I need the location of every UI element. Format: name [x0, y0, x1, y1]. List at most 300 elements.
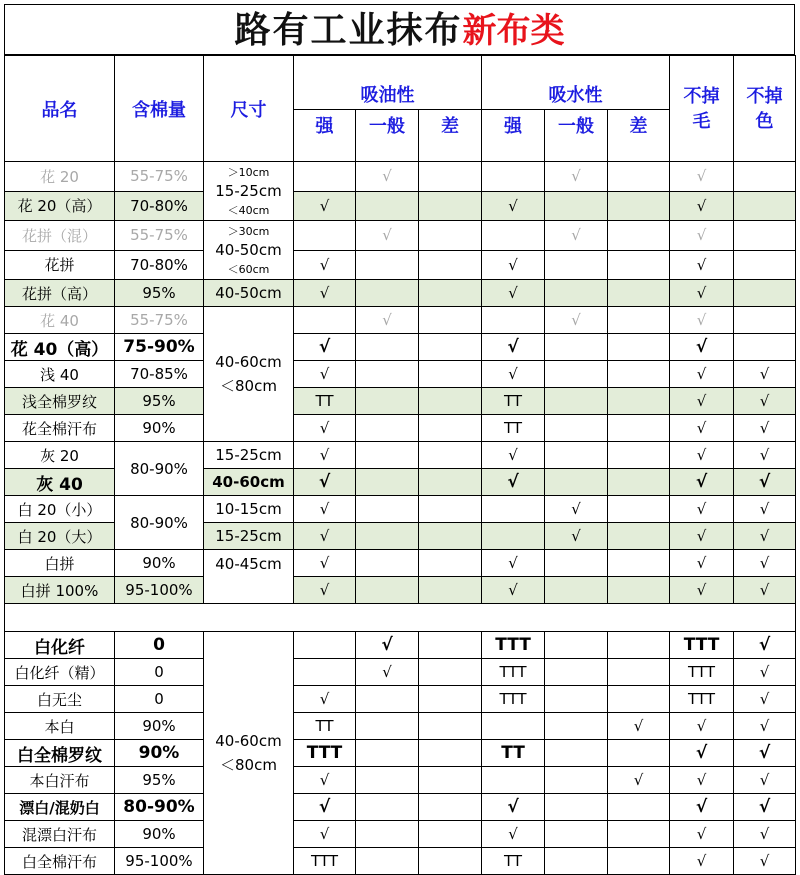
cell-water-strong: √: [482, 334, 545, 361]
cell-water-medium: [545, 659, 608, 686]
cell-lint: √: [670, 280, 734, 307]
header-lint: [670, 56, 734, 162]
header-name: 品名: [5, 56, 115, 162]
cell-color: √: [734, 361, 796, 388]
cell-color: √: [734, 632, 796, 659]
cell-lint: √: [670, 162, 734, 192]
cell-oil-weak: [419, 632, 482, 659]
cell-oil-weak: [419, 221, 482, 251]
cell-lint: √: [670, 767, 734, 794]
cell-lint: √: [670, 388, 734, 415]
cell-lint: √: [670, 221, 734, 251]
cell-name: 花拼（高）: [5, 280, 115, 307]
cell-oil-medium: √: [356, 221, 419, 251]
cell-water-medium: [545, 821, 608, 848]
cell-oil-medium: [356, 191, 419, 221]
cell-water-strong: √: [482, 361, 545, 388]
cell-lint: √: [670, 740, 734, 767]
cell-cotton: 0: [115, 686, 204, 713]
cell-color: √: [734, 767, 796, 794]
header-water-weak: 差: [608, 110, 670, 162]
cell-name: 白全棉罗纹: [5, 740, 115, 767]
cell-oil-medium: [356, 250, 419, 280]
cell-lint: √: [670, 191, 734, 221]
size-line: ＞30cm: [227, 225, 270, 238]
sheet-title: [4, 4, 795, 55]
cell-water-medium: [545, 740, 608, 767]
cell-oil-weak: [419, 280, 482, 307]
header-color-line1: 不掉: [746, 85, 783, 107]
cell-lint: √: [670, 794, 734, 821]
cell-size: 40-60cm: [204, 469, 294, 496]
cell-oil-weak: [419, 250, 482, 280]
cell-water-weak: [608, 388, 670, 415]
cell-name: 白无尘: [5, 686, 115, 713]
cell-water-medium: [545, 334, 608, 361]
table-row: [5, 334, 796, 361]
cell-oil-weak: [419, 577, 482, 604]
header-cotton: 含棉量: [115, 56, 204, 162]
cell-name: 花 40（高）: [5, 334, 115, 361]
cell-water-medium: √: [545, 162, 608, 192]
cell-oil-strong: √: [294, 469, 356, 496]
cell-name: 花 40: [5, 307, 115, 334]
cell-name: 花全棉汗布: [5, 415, 115, 442]
spec-table: [4, 55, 796, 875]
cell-oil-weak: [419, 821, 482, 848]
cell-color: √: [734, 686, 796, 713]
cell-name: [5, 794, 115, 821]
cell-oil-strong: √: [294, 523, 356, 550]
table-row: [5, 250, 796, 280]
cell-size: [204, 221, 294, 280]
cell-oil-medium: [356, 280, 419, 307]
cell-oil-weak: [419, 659, 482, 686]
cell-oil-weak: [419, 191, 482, 221]
cell-name: 灰 40: [5, 469, 115, 496]
size-line: 40-60cm: [215, 353, 282, 371]
table-row: [5, 740, 796, 767]
cell-water-medium: [545, 550, 608, 577]
cell-water-weak: [608, 162, 670, 192]
cell-cotton: 75-90%: [115, 334, 204, 361]
table-row: [5, 496, 796, 523]
cell-cotton: 55-75%: [115, 162, 204, 192]
cell-water-medium: [545, 361, 608, 388]
header-size: 尺寸: [204, 56, 294, 162]
cell-oil-weak: [419, 334, 482, 361]
cell-name: 混漂白汗布: [5, 821, 115, 848]
cell-name: 花拼: [5, 250, 115, 280]
header-oil-strong: 强: [294, 110, 356, 162]
cell-lint: √: [670, 334, 734, 361]
cell-oil-weak: [419, 686, 482, 713]
cell-water-weak: [608, 334, 670, 361]
cell-oil-medium: √: [356, 307, 419, 334]
header-lint-line2: 毛: [692, 110, 711, 132]
header-water-medium: 一般: [545, 110, 608, 162]
cell-water-strong: [482, 162, 545, 192]
header-water-strong: 强: [482, 110, 545, 162]
cell-water-weak: [608, 280, 670, 307]
cell-lint: √: [670, 469, 734, 496]
cell-name: 花 20（高）: [5, 191, 115, 221]
cell-size: [204, 307, 294, 442]
cell-color: [734, 334, 796, 361]
cell-water-medium: [545, 250, 608, 280]
header-color: [734, 56, 796, 162]
cell-color: √: [734, 821, 796, 848]
table-row: [5, 632, 796, 659]
table-row: [5, 848, 796, 875]
cell-oil-strong: √: [294, 496, 356, 523]
cell-lint: √: [670, 442, 734, 469]
spacer-row: [5, 604, 796, 632]
cell-name: 白化纤（精）: [5, 659, 115, 686]
header-oil-weak: 差: [419, 110, 482, 162]
cell-lint: √: [670, 361, 734, 388]
cell-cotton: 70-80%: [115, 191, 204, 221]
cell-oil-medium: [356, 361, 419, 388]
cell-oil-strong: √: [294, 334, 356, 361]
cell-oil-weak: [419, 848, 482, 875]
cell-water-strong: √: [482, 191, 545, 221]
cell-color: [734, 162, 796, 192]
table-row: [5, 577, 796, 604]
cell-oil-medium: [356, 496, 419, 523]
cell-oil-strong: √: [294, 686, 356, 713]
cell-water-strong: √: [482, 469, 545, 496]
cell-oil-strong: √: [294, 191, 356, 221]
cell-water-weak: [608, 740, 670, 767]
cell-cotton: 80-90%: [115, 496, 204, 550]
header-oil: 吸油性: [294, 56, 482, 110]
size-line: ＜60cm: [227, 263, 270, 276]
cell-water-strong: [482, 221, 545, 251]
table-row: [5, 821, 796, 848]
cell-lint: √: [670, 713, 734, 740]
cell-water-strong: √: [482, 250, 545, 280]
cell-oil-weak: [419, 496, 482, 523]
cell-name: 浅 40: [5, 361, 115, 388]
cell-color: √: [734, 523, 796, 550]
cell-color: √: [734, 415, 796, 442]
cell-water-weak: [608, 307, 670, 334]
cell-oil-strong: TT: [294, 388, 356, 415]
cell-oil-medium: [356, 848, 419, 875]
cell-lint: √: [670, 550, 734, 577]
cell-oil-medium: [356, 415, 419, 442]
cell-oil-medium: [356, 577, 419, 604]
table-row: [5, 388, 796, 415]
cell-water-weak: [608, 550, 670, 577]
cell-oil-strong: TT: [294, 713, 356, 740]
cell-color: √: [734, 496, 796, 523]
cell-name: 白 20（大）: [5, 523, 115, 550]
cell-name: 花 20: [5, 162, 115, 192]
cell-water-medium: [545, 469, 608, 496]
cell-cotton: 70-80%: [115, 250, 204, 280]
size-line: 40-50cm: [215, 241, 282, 259]
cell-oil-medium: [356, 523, 419, 550]
cell-name: 本白: [5, 713, 115, 740]
cell-cotton: 95%: [115, 388, 204, 415]
cell-cotton: 95%: [115, 767, 204, 794]
cell-lint: TTT: [670, 686, 734, 713]
cell-water-strong: TT: [482, 388, 545, 415]
cell-oil-weak: [419, 550, 482, 577]
cell-cotton: 80-90%: [115, 442, 204, 496]
cell-water-weak: [608, 469, 670, 496]
cell-water-strong: [482, 523, 545, 550]
cell-water-weak: [608, 632, 670, 659]
header-lint-line1: 不掉: [683, 85, 720, 107]
cell-cotton: 0: [115, 632, 204, 659]
cell-oil-medium: [356, 442, 419, 469]
cell-oil-strong: [294, 221, 356, 251]
cell-oil-medium: [356, 713, 419, 740]
cell-oil-weak: [419, 523, 482, 550]
cell-size: 15-25cm: [204, 442, 294, 469]
cell-oil-strong: √: [294, 794, 356, 821]
cell-lint: √: [670, 821, 734, 848]
cell-water-weak: [608, 442, 670, 469]
cell-water-strong: TT: [482, 740, 545, 767]
table-row: [5, 713, 796, 740]
cell-oil-medium: [356, 767, 419, 794]
cell-oil-strong: √: [294, 767, 356, 794]
cell-lint: √: [670, 415, 734, 442]
size-line: 15-25cm: [215, 182, 282, 200]
cell-color: √: [734, 442, 796, 469]
cell-water-medium: [545, 794, 608, 821]
cell-oil-weak: [419, 361, 482, 388]
cell-color: [734, 280, 796, 307]
cell-lint: √: [670, 496, 734, 523]
table-row: [5, 162, 796, 192]
cell-water-weak: [608, 361, 670, 388]
size-line: ＜40cm: [227, 204, 270, 217]
cell-water-medium: [545, 686, 608, 713]
cell-name: 白拼 100%: [5, 577, 115, 604]
cell-water-strong: √: [482, 577, 545, 604]
cell-cotton: 80-90%: [115, 794, 204, 821]
cell-cotton: 90%: [115, 740, 204, 767]
cell-water-medium: √: [545, 221, 608, 251]
cell-oil-medium: [356, 794, 419, 821]
cell-lint: √: [670, 848, 734, 875]
cell-oil-strong: √: [294, 442, 356, 469]
cell-water-medium: [545, 767, 608, 794]
cell-name: 白拼: [5, 550, 115, 577]
cell-water-strong: TTT: [482, 686, 545, 713]
table-row: [5, 659, 796, 686]
cell-water-strong: √: [482, 280, 545, 307]
cell-oil-medium: √: [356, 659, 419, 686]
cell-water-strong: TTT: [482, 659, 545, 686]
cell-water-weak: [608, 221, 670, 251]
cell-size: [204, 162, 294, 221]
table-row: [5, 307, 796, 334]
cell-oil-medium: [356, 550, 419, 577]
cell-oil-medium: [356, 686, 419, 713]
cell-color: √: [734, 740, 796, 767]
cell-cotton: 55-75%: [115, 221, 204, 251]
cell-oil-medium: [356, 821, 419, 848]
cell-oil-weak: [419, 442, 482, 469]
size-line: 40-60cm: [215, 732, 282, 750]
cell-water-weak: √: [608, 767, 670, 794]
cell-water-strong: [482, 496, 545, 523]
cell-oil-weak: [419, 162, 482, 192]
table-row: [5, 280, 796, 307]
cell-water-medium: [545, 415, 608, 442]
cell-water-strong: √: [482, 442, 545, 469]
cell-water-weak: [608, 659, 670, 686]
cell-cotton: 90%: [115, 821, 204, 848]
table-row: [5, 686, 796, 713]
cell-water-medium: [545, 442, 608, 469]
cell-color: √: [734, 848, 796, 875]
cell-color: [734, 221, 796, 251]
cell-water-medium: [545, 388, 608, 415]
cell-color: √: [734, 550, 796, 577]
cell-size: 40-45cm: [204, 550, 294, 604]
cell-oil-weak: [419, 415, 482, 442]
cell-water-weak: [608, 577, 670, 604]
header-oil-medium: 一般: [356, 110, 419, 162]
table-row: [5, 221, 796, 251]
cell-lint: √: [670, 250, 734, 280]
cell-name: 白全棉汗布: [5, 848, 115, 875]
cell-oil-strong: TTT: [294, 848, 356, 875]
cell-water-weak: [608, 523, 670, 550]
cell-name: 灰 20: [5, 442, 115, 469]
cell-water-strong: TT: [482, 848, 545, 875]
cell-oil-strong: √: [294, 415, 356, 442]
cell-name-text: 漂白/混奶白: [19, 798, 100, 817]
cell-oil-medium: [356, 469, 419, 496]
size-line: ＞10cm: [227, 166, 270, 179]
title-brand: 路有工业抹布: [234, 9, 463, 51]
table-row: [5, 442, 796, 469]
cell-cotton: 95-100%: [115, 577, 204, 604]
header-water: 吸水性: [482, 56, 670, 110]
cell-oil-strong: [294, 659, 356, 686]
cell-name: 浅全棉罗纹: [5, 388, 115, 415]
cell-cotton: 55-75%: [115, 307, 204, 334]
cell-lint: √: [670, 577, 734, 604]
cell-oil-strong: [294, 307, 356, 334]
cell-oil-weak: [419, 307, 482, 334]
cell-size: 10-15cm: [204, 496, 294, 523]
cell-oil-strong: √: [294, 280, 356, 307]
table-row: [5, 794, 796, 821]
cell-oil-weak: [419, 794, 482, 821]
table-row: [5, 550, 796, 577]
cell-water-medium: [545, 848, 608, 875]
cell-color: √: [734, 794, 796, 821]
cell-water-weak: [608, 794, 670, 821]
spacer-cell: [5, 604, 796, 632]
title-category: 新布类: [462, 11, 565, 51]
table-row: [5, 191, 796, 221]
cell-oil-medium: [356, 334, 419, 361]
header-row-1: [5, 56, 796, 110]
cell-size: 40-50cm: [204, 280, 294, 307]
cell-color: √: [734, 659, 796, 686]
cell-water-strong: [482, 713, 545, 740]
cell-oil-strong: [294, 632, 356, 659]
cell-water-strong: [482, 767, 545, 794]
cell-oil-weak: [419, 767, 482, 794]
cell-lint: √: [670, 307, 734, 334]
cell-oil-medium: √: [356, 632, 419, 659]
cell-water-medium: √: [545, 496, 608, 523]
cell-water-weak: [608, 250, 670, 280]
cell-water-medium: [545, 191, 608, 221]
cell-cotton: 95%: [115, 280, 204, 307]
cell-oil-weak: [419, 388, 482, 415]
table-row: [5, 361, 796, 388]
cell-cotton: 0: [115, 659, 204, 686]
cell-oil-weak: [419, 740, 482, 767]
cell-water-strong: √: [482, 550, 545, 577]
cell-water-strong: √: [482, 794, 545, 821]
header-color-line2: 色: [755, 110, 774, 132]
cell-lint: √: [670, 523, 734, 550]
cell-name: 白化纤: [5, 632, 115, 659]
cell-water-medium: √: [545, 307, 608, 334]
cell-color: √: [734, 577, 796, 604]
cell-color: √: [734, 388, 796, 415]
table-row: [5, 415, 796, 442]
cell-oil-strong: √: [294, 577, 356, 604]
cell-color: [734, 191, 796, 221]
size-line: ＜80cm: [220, 756, 277, 774]
cell-oil-strong: [294, 162, 356, 192]
cell-water-strong: √: [482, 821, 545, 848]
cell-oil-weak: [419, 713, 482, 740]
cell-color: √: [734, 469, 796, 496]
cell-water-strong: TT: [482, 415, 545, 442]
cell-water-medium: √: [545, 523, 608, 550]
cell-cotton: 90%: [115, 550, 204, 577]
cell-water-weak: [608, 415, 670, 442]
cell-cotton: 90%: [115, 713, 204, 740]
cell-water-weak: [608, 821, 670, 848]
cell-oil-medium: [356, 388, 419, 415]
cell-oil-strong: √: [294, 361, 356, 388]
cell-cotton: 90%: [115, 415, 204, 442]
cell-water-strong: TTT: [482, 632, 545, 659]
cell-water-medium: [545, 280, 608, 307]
cell-color: √: [734, 713, 796, 740]
cell-oil-strong: √: [294, 821, 356, 848]
cell-oil-strong: √: [294, 250, 356, 280]
cell-oil-medium: [356, 740, 419, 767]
cell-water-medium: [545, 713, 608, 740]
cell-name: 白 20（小）: [5, 496, 115, 523]
cell-oil-weak: [419, 469, 482, 496]
cell-oil-strong: √: [294, 550, 356, 577]
cell-size: [204, 632, 294, 875]
cell-water-weak: [608, 848, 670, 875]
cell-lint: TTT: [670, 659, 734, 686]
cell-color: [734, 307, 796, 334]
cell-size: 15-25cm: [204, 523, 294, 550]
table-row: [5, 767, 796, 794]
